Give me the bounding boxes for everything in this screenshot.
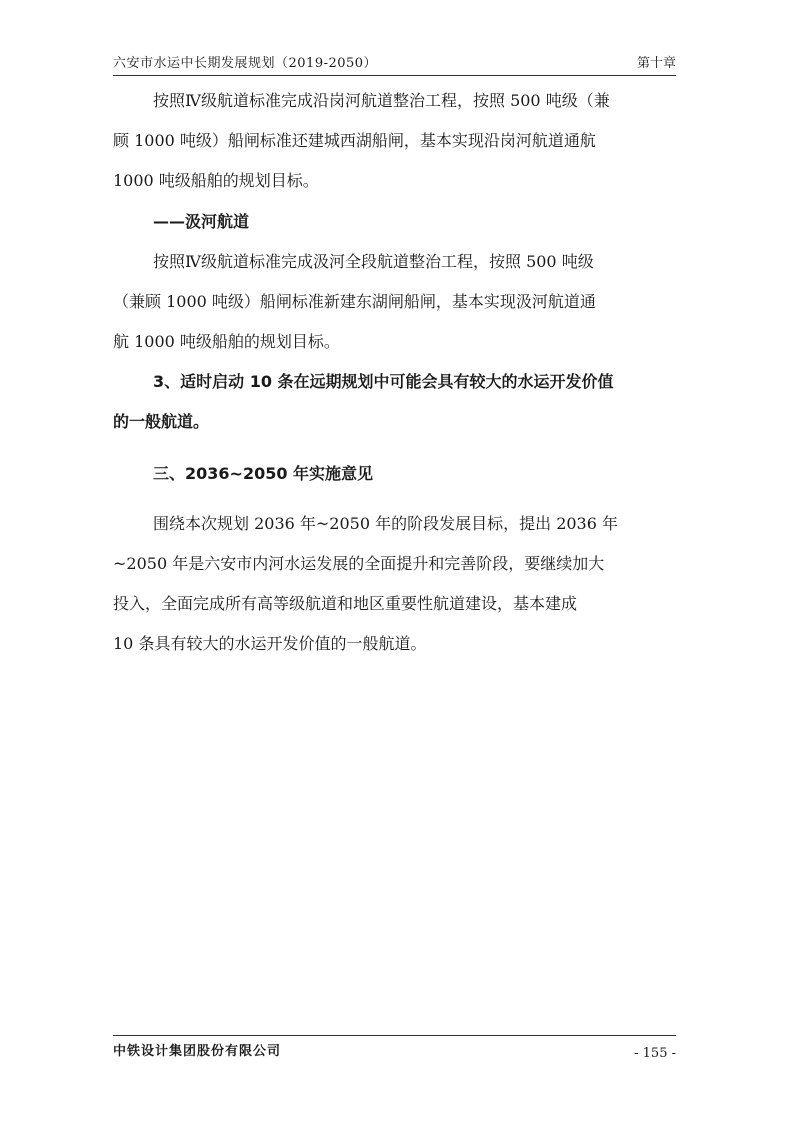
paragraph-line: 围绕本次规划 2036 年~2050 年的阶段发展目标，提出 2036 年 xyxy=(153,514,618,533)
page-number: - 155 - xyxy=(634,1046,676,1061)
section-subheading: ——汲河航道 xyxy=(153,212,250,231)
footer-divider xyxy=(113,1035,676,1036)
paragraph-line: 按照Ⅳ级航道标准完成沿岗河航道整治工程，按照 500 吨级（兼 xyxy=(153,91,610,110)
paragraph-line: 顾 1000 吨级）船闸标准还建城西湖船闸，基本实现沿岗河航道通航 xyxy=(113,131,596,150)
paragraph-line: 投入，全面完成所有高等级航道和地区重要性航道建设，基本建成 xyxy=(113,594,578,613)
chapter-label: 第十章 xyxy=(636,56,676,71)
paragraph-line: （兼顾 1000 吨级）船闸标准新建东湖闸船闸，基本实现汲河航道通 xyxy=(113,292,596,311)
section-heading: 三、2036~2050 年实施意见 xyxy=(153,464,374,483)
paragraph-line: 按照Ⅳ级航道标准完成汲河全段航道整治工程，按照 500 吨级 xyxy=(153,252,594,271)
document-title: 六安市水运中长期发展规划（2019-2050） xyxy=(113,56,378,71)
page-header xyxy=(113,52,676,74)
company-name: 中铁设计集团股份有限公司 xyxy=(113,1044,282,1059)
numbered-heading-continued: 的一般航道。 xyxy=(113,412,210,431)
paragraph-line: 航 1000 吨级船舶的规划目标。 xyxy=(113,332,340,351)
paragraph-line: 1000 吨级船舶的规划目标。 xyxy=(113,171,319,190)
paragraph-line: 10 条具有较大的水运开发价值的一般航道。 xyxy=(113,634,427,653)
paragraph-line: ~2050 年是六安市内河水运发展的全面提升和完善阶段，要继续加大 xyxy=(113,554,605,573)
numbered-heading: 3、适时启动 10 条在远期规划中可能会具有较大的水运开发价值 xyxy=(153,372,614,391)
header-divider xyxy=(113,75,676,76)
